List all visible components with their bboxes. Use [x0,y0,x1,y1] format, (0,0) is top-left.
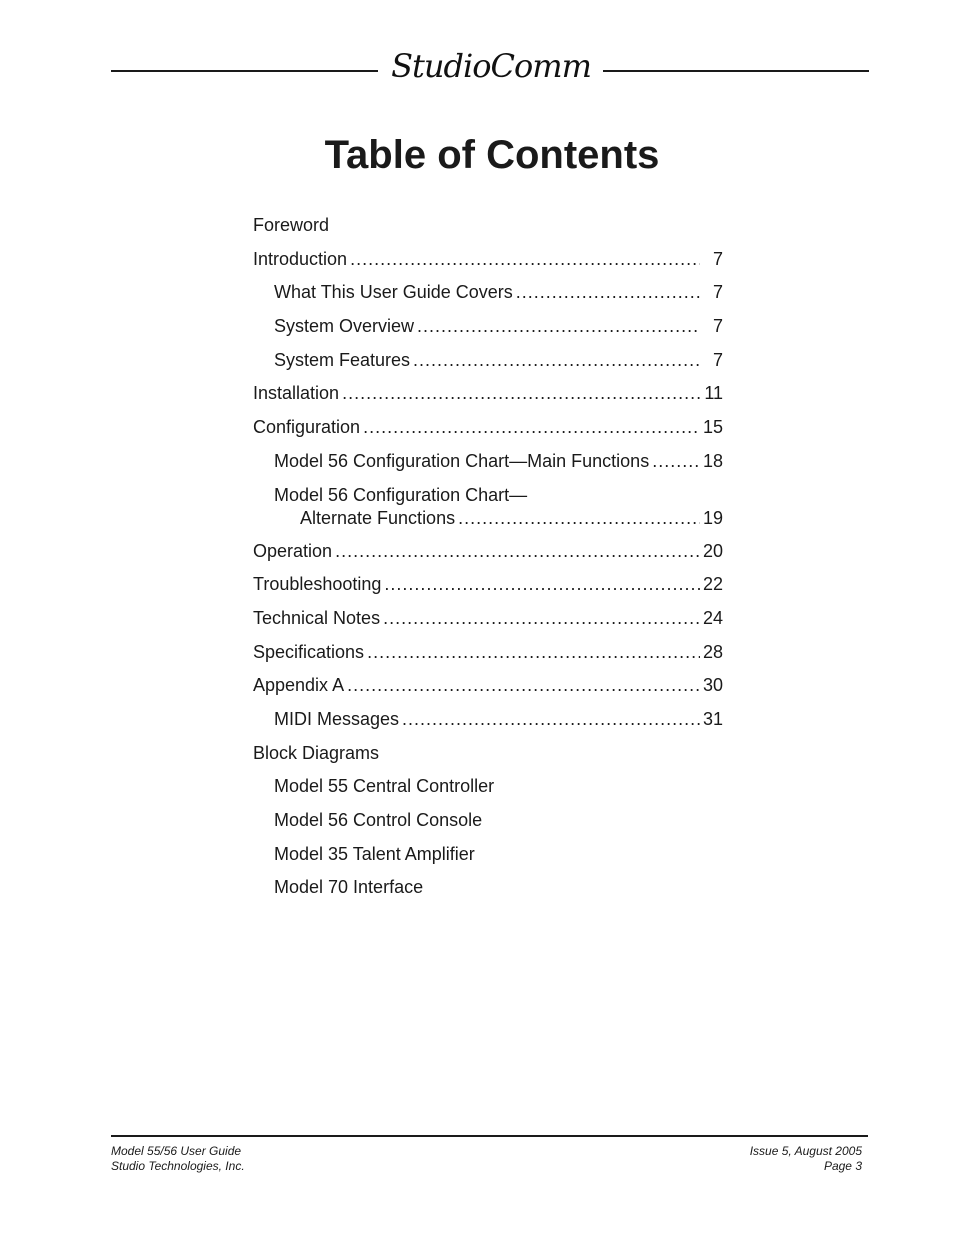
toc-entry [274,279,723,305]
footer-left [111,1144,245,1174]
toc-entry-label: What This User Guide Covers [274,282,513,302]
toc-entry-page: 18 [702,451,723,471]
toc-entry [274,773,723,799]
toc-dot-leader [335,538,700,564]
toc-dot-leader [402,706,700,732]
toc-entry-page: 11 [704,383,723,403]
toc-dot-leader [417,313,700,339]
toc-entry [274,347,723,373]
toc-entry-label: Foreword [253,215,330,235]
toc-entry-label: Specifications [253,642,365,662]
toc-entry-label: Technical Notes [253,608,381,628]
toc-entry-label: Introduction [253,249,348,269]
page-title: Table of Contents [324,133,660,177]
toc-entry [274,841,723,867]
toc-entry-label: Block Diagrams [253,743,380,763]
toc-entry-label: Model 70 Interface [274,877,424,897]
toc-entry-page: 15 [702,417,723,437]
footer-page-number: Page 3 [823,1159,862,1173]
toc-entry [274,706,723,732]
toc-dot-leader [384,571,700,597]
toc-entry-label: Appendix A [253,675,345,695]
toc-entry [300,505,723,531]
header-rule-right [603,70,869,72]
toc-dot-leader [383,605,700,631]
toc-dot-leader [652,448,700,474]
toc-entry-page: 7 [712,316,723,336]
toc-entry [253,605,723,631]
header-rule-left [111,70,378,72]
toc-dot-leader [516,279,700,305]
toc-dot-leader [347,672,700,698]
toc-entry-label: System Overview [274,316,415,336]
footer-company: Studio Technologies, Inc. [111,1159,245,1173]
toc-dot-leader [342,380,700,406]
toc-entry-label: Model 35 Talent Amplifier [274,844,475,864]
toc-entry [253,571,723,597]
toc-entry-label: Model 56 Configuration Chart—Main Functions [274,451,650,471]
toc-entry [253,672,723,698]
toc-entry-page: 7 [712,282,723,302]
toc-entry-label: MIDI Messages [274,709,400,729]
toc-entry [253,212,723,238]
footer-guide-title: Model 55/56 User Guide [111,1144,242,1158]
toc-entry-page: 30 [702,675,723,695]
toc-entry-label: Troubleshooting [253,574,382,594]
footer-right [750,1144,862,1174]
toc-entry-label: Model 56 Configuration Chart— [274,485,528,505]
toc-entry-page: 24 [702,608,723,628]
toc-entry-page: 7 [712,249,723,269]
toc-entry [274,313,723,339]
toc-entry-label: Configuration [253,417,361,437]
footer-issue: Issue 5, August 2005 [749,1144,862,1158]
toc-entry [274,807,723,833]
toc-entry [253,380,723,406]
toc-entry-page: 28 [702,642,723,662]
toc-dot-leader [367,639,700,665]
toc-entry-label: Operation [253,541,333,561]
toc-entry [274,874,723,900]
toc-dot-leader [350,246,700,272]
footer-rule [111,1135,868,1137]
toc-entry [253,414,723,440]
toc-entry [253,639,723,665]
toc-entry-page: 19 [702,508,723,528]
toc-entry-label: Installation [253,383,340,403]
toc-entry [253,538,723,564]
toc-dot-leader [458,505,700,531]
toc-entry-label: System Features [274,350,411,370]
toc-entry-label: Model 55 Central Controller [274,776,495,796]
toc-entry [253,246,723,272]
toc-entry-label: Model 56 Control Console [274,810,483,830]
toc-dot-leader [363,414,700,440]
toc-entry-page: 7 [712,350,723,370]
toc-entry-page: 22 [702,574,723,594]
toc-entry [274,448,723,474]
toc-entry-label: Alternate Functions [300,508,456,528]
brand-logo: StudioComm [391,47,591,85]
toc-entry-page: 31 [702,709,723,729]
toc-entry [253,740,723,766]
toc-dot-leader [413,347,700,373]
toc-entry-page: 20 [702,541,723,561]
